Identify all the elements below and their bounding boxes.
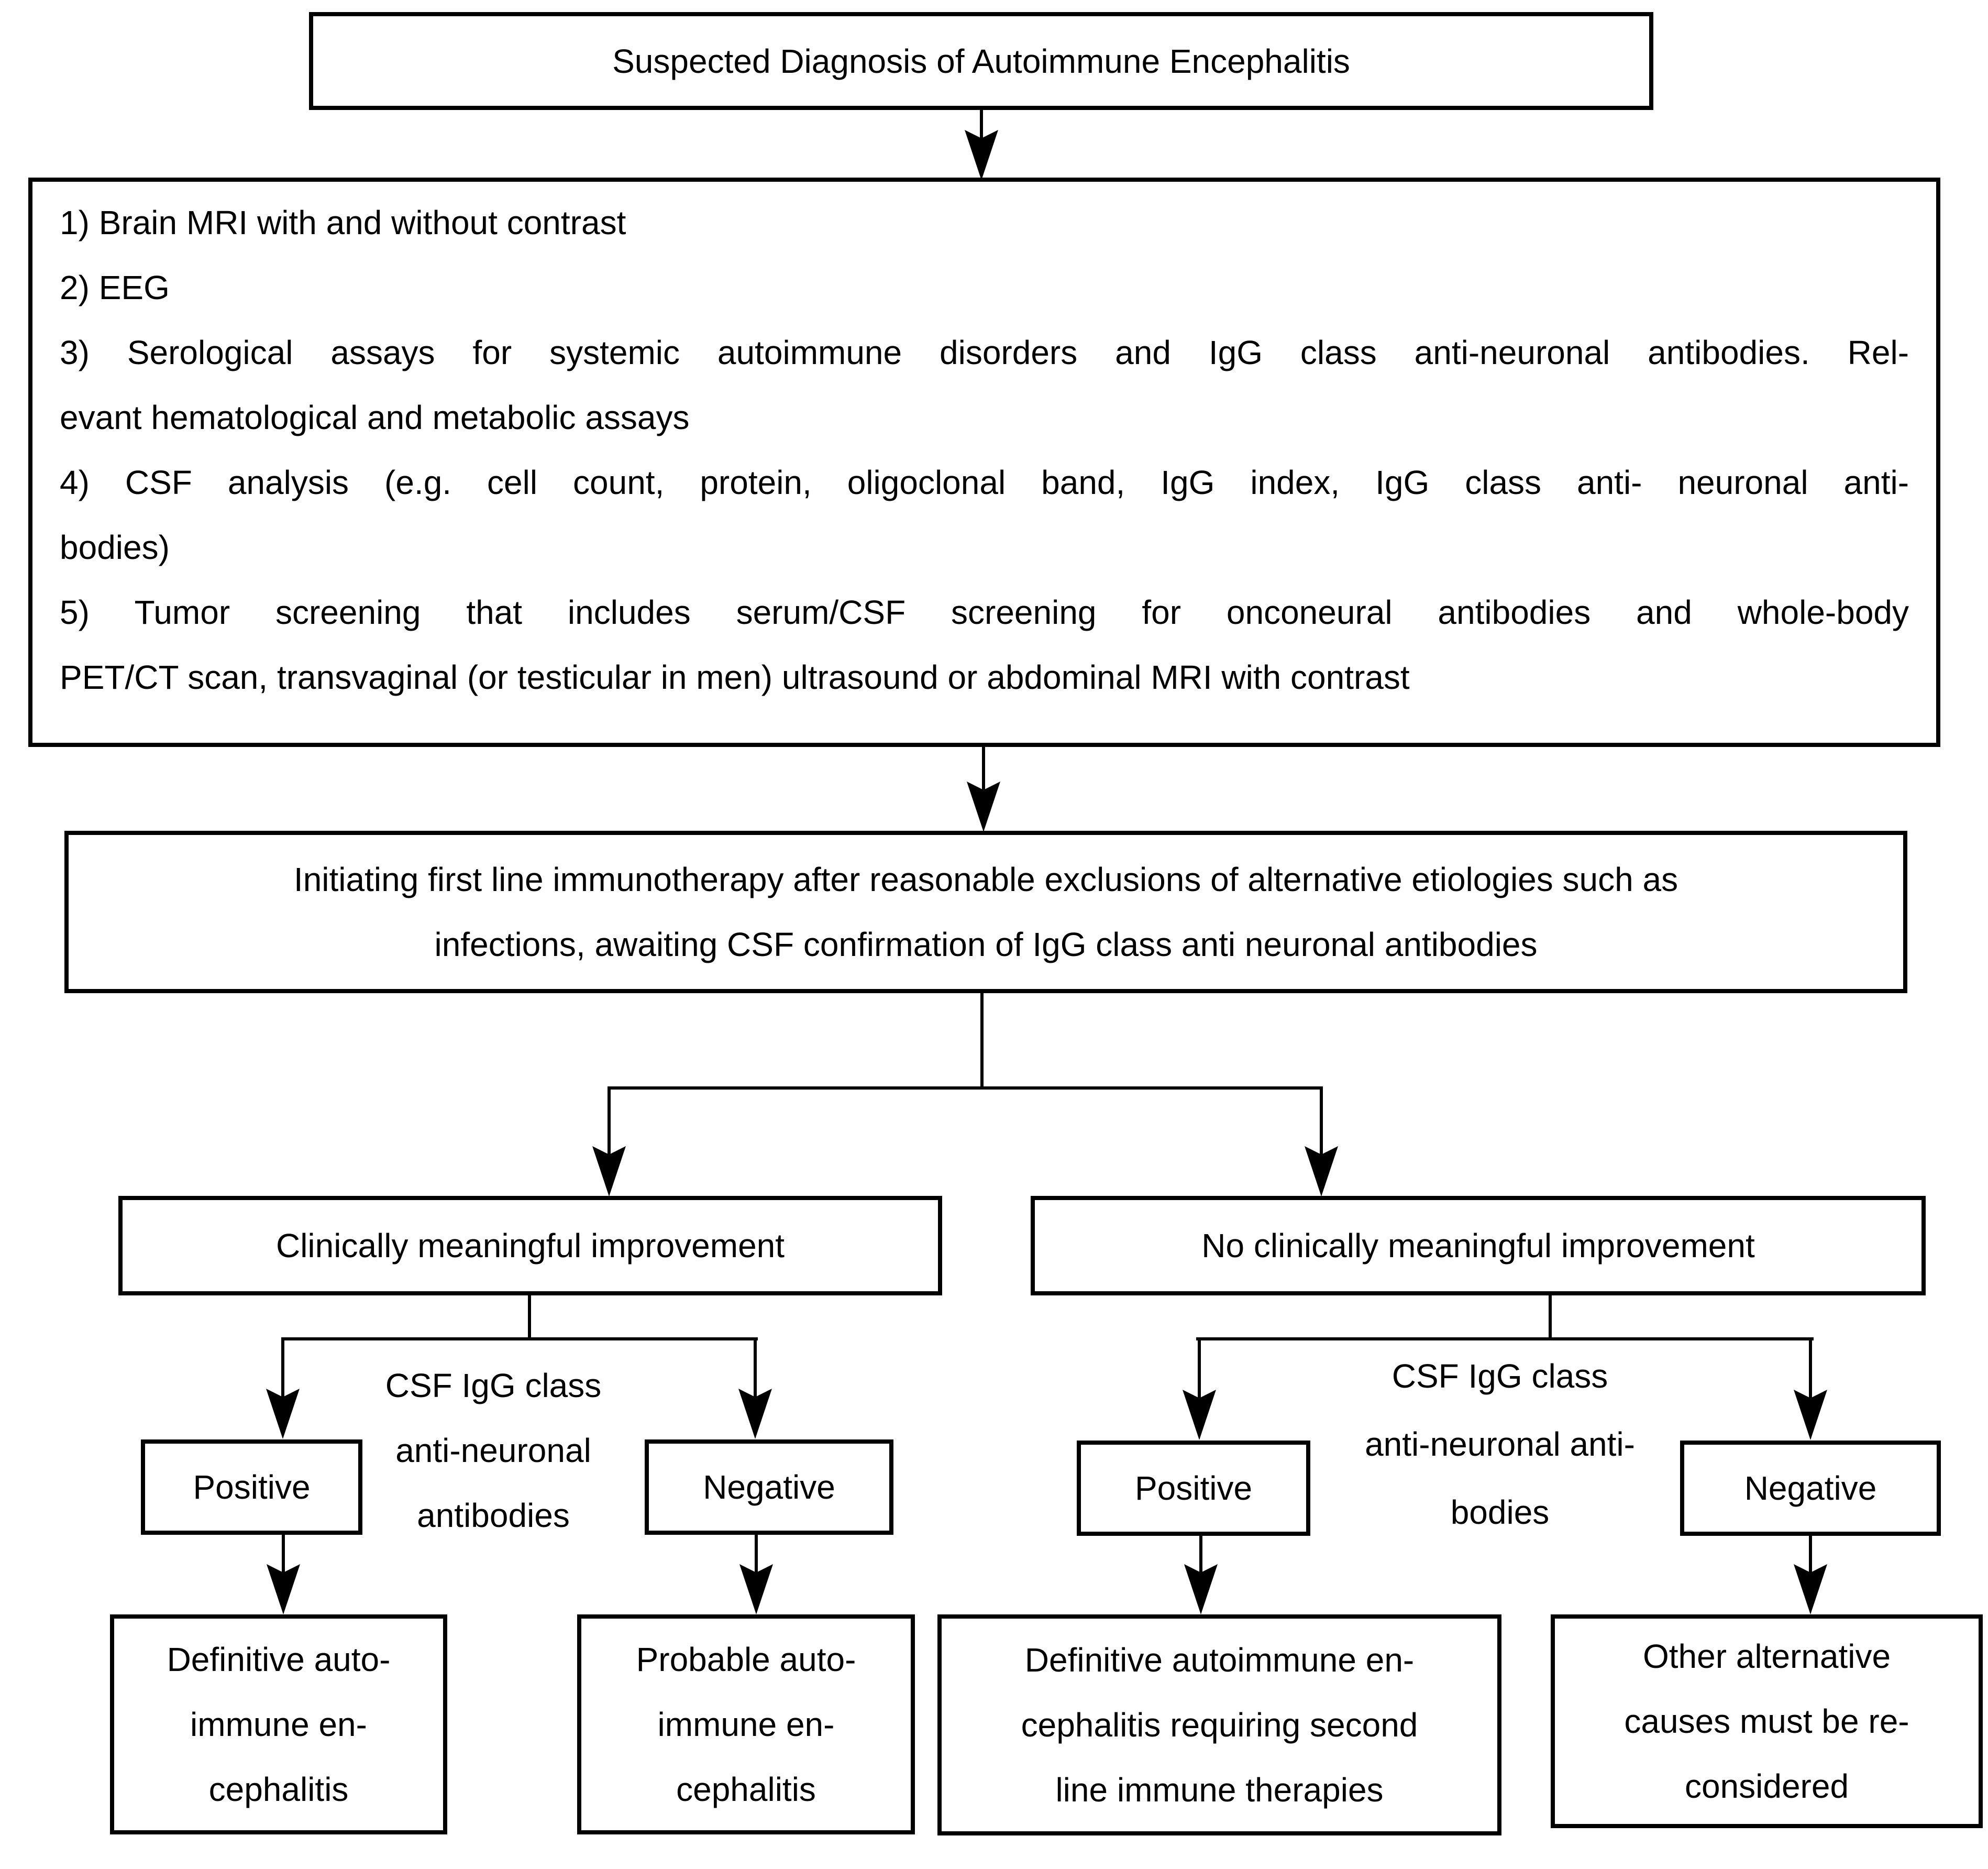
arrowhead-down-icon — [1793, 1564, 1828, 1614]
arrowhead-down-icon — [964, 130, 999, 180]
right-csf-label — [1328, 1342, 1672, 1546]
immunotherapy-box — [64, 831, 1907, 993]
left-csf-label-line-2: anti-neuronal — [395, 1432, 591, 1469]
arrow-right-negative-to-outcome-icon — [1793, 1536, 1828, 1614]
connector-immunotherapy-crossbar — [608, 1086, 1323, 1090]
arrow-suspected-to-workup-icon — [964, 110, 999, 180]
left-csf-label-line-3: antibodies — [417, 1497, 570, 1534]
workup-line-8: PET/CT scan, transvaginal (or testicular in men) ultrasound or abdominal MRI with contrast — [60, 658, 1410, 696]
connector-right-branch-crossbar — [1196, 1337, 1814, 1340]
connector-right-branch-stem — [1549, 1295, 1552, 1340]
outcome-line: line immune therapies — [1055, 1771, 1384, 1809]
workup-line-7: 5) Tumor screening that includes serum/CSF screening for onconeural antibodies and whole-body — [60, 593, 1909, 631]
workup-line-5: 4) CSF analysis (e.g. cell count, protein, oligoclonal band, IgG index, IgG class anti- neuronal anti- — [60, 464, 1909, 501]
right-negative-box — [1680, 1441, 1941, 1536]
arrow-to-left-positive-icon — [266, 1340, 300, 1439]
suspected-diagnosis-text: Suspected Diagnosis of Autoimmune Encephalitis — [612, 42, 1350, 80]
improvement-text: Clinically meaningful improvement — [275, 1227, 785, 1265]
no-improvement-text: No clinically meaningful improvement — [1201, 1227, 1755, 1265]
left-negative-box — [645, 1439, 893, 1535]
outcome-line: Definitive auto- — [167, 1641, 391, 1678]
outcome-line: Other alternative — [1642, 1637, 1891, 1675]
arrow-to-no-improvement-box-icon — [1304, 1090, 1339, 1196]
workup-line-1: 1) Brain MRI with and without contrast — [60, 204, 626, 241]
immunotherapy-line-2: infections, awaiting CSF confirmation of IgG class anti neuronal antibodies — [434, 926, 1538, 963]
arrow-to-right-negative-icon — [1793, 1340, 1828, 1440]
workup-line-2: 2) EEG — [60, 269, 170, 306]
arrowhead-down-icon — [1793, 1390, 1828, 1440]
workup-line-3: 3) Serological assays for systemic autoimmune disorders and IgG class anti-neuronal antibodies. Rel- — [60, 334, 1909, 371]
right-positive-text: Positive — [1134, 1469, 1253, 1507]
outcome-line: considered — [1684, 1767, 1849, 1805]
left-positive-text: Positive — [193, 1468, 311, 1506]
outcome-probable-ae-box — [577, 1614, 915, 1834]
workup-line-6: bodies) — [60, 529, 170, 566]
no-improvement-box — [1031, 1196, 1926, 1295]
left-positive-box — [141, 1439, 362, 1535]
improvement-box — [118, 1196, 942, 1295]
arrowhead-down-icon — [738, 1389, 772, 1439]
arrowhead-down-icon — [592, 1146, 626, 1196]
arrow-to-left-negative-icon — [738, 1340, 772, 1439]
outcome-line: cephalitis requiring second — [1021, 1706, 1418, 1744]
right-csf-label-line-2: anti-neuronal anti- — [1365, 1425, 1635, 1463]
arrowhead-down-icon — [266, 1389, 300, 1439]
arrow-left-negative-to-outcome-icon — [739, 1535, 774, 1614]
arrow-to-right-positive-icon — [1182, 1340, 1217, 1440]
arrowhead-down-icon — [266, 1564, 301, 1614]
connector-left-branch-crossbar — [281, 1337, 758, 1340]
right-csf-label-line-1: CSF IgG class — [1391, 1357, 1608, 1395]
outcome-line: immune en- — [190, 1706, 367, 1743]
left-csf-label — [352, 1353, 635, 1548]
arrowhead-down-icon — [739, 1564, 774, 1614]
right-positive-box — [1077, 1441, 1310, 1536]
outcome-line: causes must be re- — [1624, 1702, 1909, 1740]
outcome-line: Definitive autoimmune en- — [1024, 1641, 1415, 1679]
right-negative-text: Negative — [1744, 1469, 1877, 1507]
arrow-to-improvement-box-icon — [592, 1090, 626, 1196]
suspected-diagnosis-box — [309, 12, 1653, 110]
arrowhead-down-icon — [1184, 1564, 1218, 1614]
left-csf-label-line-1: CSF IgG class — [385, 1367, 602, 1404]
connector-left-branch-stem — [528, 1295, 531, 1340]
connector-immunotherapy-stem — [980, 993, 984, 1090]
outcome-definitive-ae-box — [110, 1614, 447, 1834]
arrowhead-down-icon — [1182, 1390, 1217, 1440]
arrow-workup-to-immunotherapy-icon — [966, 747, 1001, 832]
outcome-line: immune en- — [657, 1706, 835, 1743]
right-csf-label-line-3: bodies — [1450, 1493, 1550, 1531]
outcome-line: cephalitis — [676, 1771, 816, 1808]
workup-line-4: evant hematological and metabolic assays — [60, 399, 690, 436]
immunotherapy-line-1: Initiating first line immunotherapy after reasonable exclusions of alternative etiologies such as — [293, 861, 1678, 898]
outcome-second-line-therapy-box — [937, 1614, 1501, 1835]
left-negative-text: Negative — [703, 1468, 835, 1506]
workup-box — [28, 178, 1940, 747]
outcome-line: Probable auto- — [636, 1641, 856, 1678]
arrowhead-down-icon — [1304, 1146, 1339, 1196]
arrowhead-down-icon — [966, 782, 1001, 832]
outcome-alternative-causes-box — [1551, 1614, 1983, 1828]
arrow-right-positive-to-outcome-icon — [1184, 1536, 1218, 1614]
outcome-line: cephalitis — [208, 1771, 349, 1808]
arrow-left-positive-to-outcome-icon — [266, 1535, 301, 1614]
